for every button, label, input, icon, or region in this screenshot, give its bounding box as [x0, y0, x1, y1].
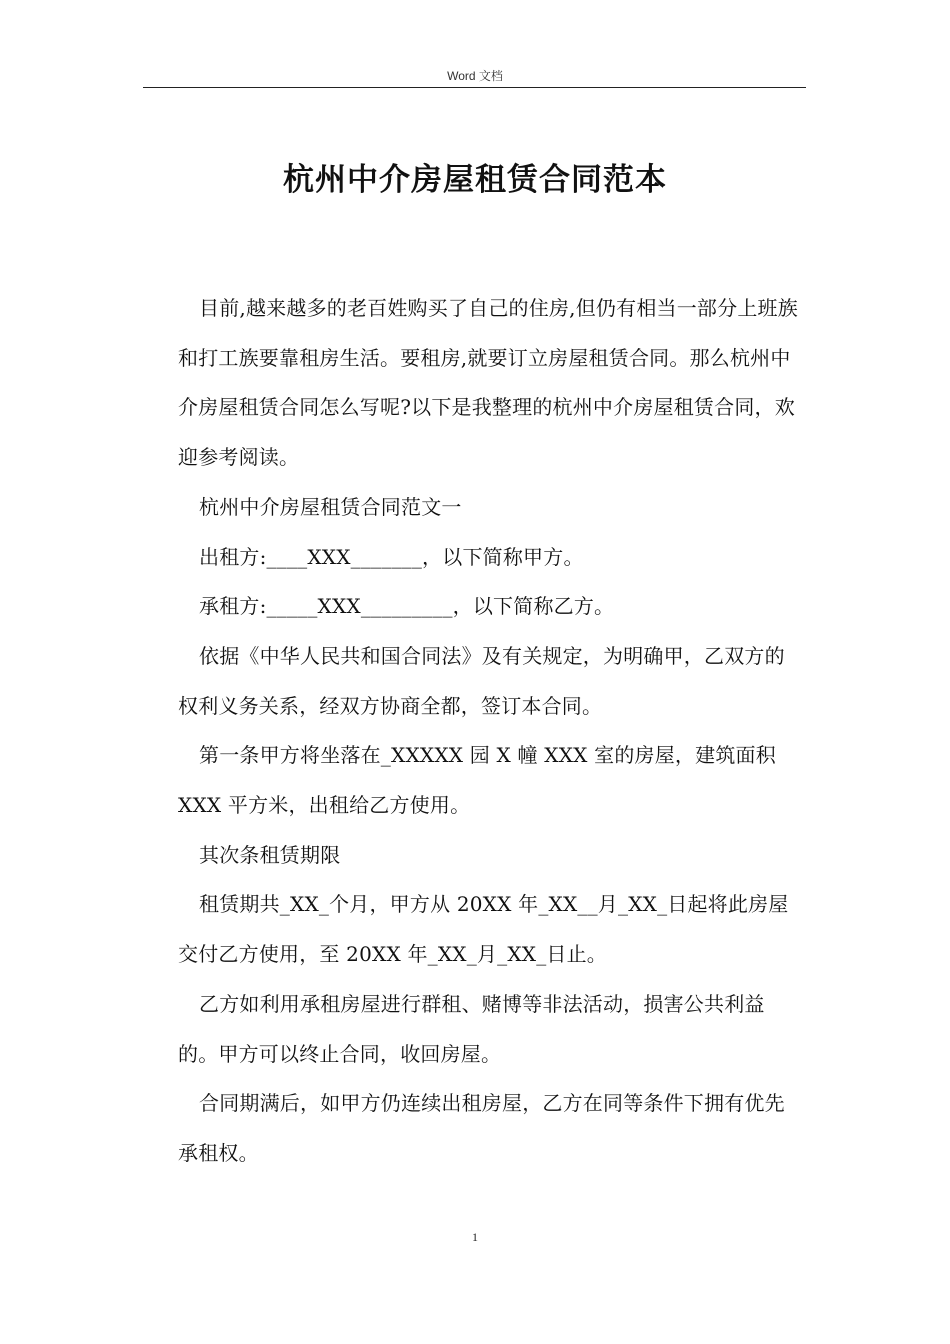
paragraph-renewal: 合同期满后，如甲方仍连续出租房屋，乙方在同等条件下拥有优先承租权。: [178, 1091, 785, 1165]
page-number: 1: [472, 1230, 478, 1244]
paragraph-basis: 依据《中华人民共和国合同法》及有关规定，为明确甲，乙双方的权利义务关系，经双方协商全都，签订本合同。: [178, 643, 785, 718]
document-title: 杭州中介房屋租赁合同范本: [283, 162, 667, 198]
paragraph-illegal-use: 乙方如利用承租房屋进行群租、赌博等非法活动，损害公共利益的。甲方可以终止合同，收回房屋。: [178, 991, 765, 1066]
paragraph-lessee: 承租方:_____XXX_________，以下简称乙方。: [199, 594, 615, 619]
header-divider: [143, 87, 806, 88]
paragraph-lease-term: 租赁期共_XX_个月，甲方从 20XX 年_XX__月_XX_日起将此房屋交付乙方使用，至 20XX 年_XX_月_XX_日止。: [178, 892, 789, 967]
paragraph-article-1: 第一条甲方将坐落在_XXXXX 园 X 幢 XXX 室的房屋，建筑面积 XXX 平方米，出租给乙方使用。: [178, 743, 776, 818]
paragraph-lessor: 出租方:____XXX_______，以下简称甲方。: [199, 544, 584, 569]
paragraph-sample-heading: 杭州中介房屋租赁合同范文一: [199, 494, 462, 519]
document-body: [178, 284, 804, 1179]
paragraph-article-2-heading: 其次条租赁期限: [199, 842, 341, 867]
page-header-label: Word 文档: [447, 69, 503, 83]
paragraph-intro: 目前,越来越多的老百姓购买了自己的住房,但仍有相当一部分上班族和打工族要靠租房生活。要租房,就要订立房屋租赁合同。那么杭州中介房屋租赁合同怎么写呢?以下是我整理的杭州中介房屋租赁合同，欢迎参考阅读。: [178, 296, 798, 470]
